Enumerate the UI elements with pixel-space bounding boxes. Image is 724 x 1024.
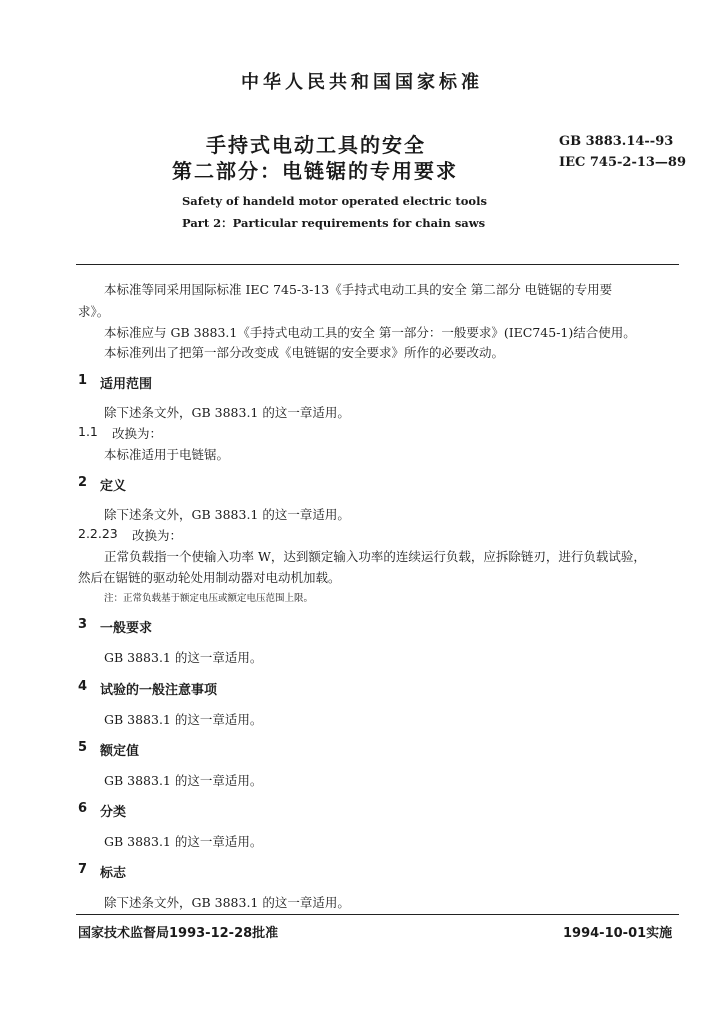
section-1-number: 1 — [78, 373, 88, 388]
section-4-title: 试验的一般注意事项 — [100, 683, 218, 698]
section-6-title: 分类 — [100, 805, 127, 820]
section-3-title: 一般要求 — [100, 621, 153, 636]
approval-date: 国家技术监督局1993-12-28批准 — [78, 926, 279, 941]
implementation-date: 1994-10-01实施 — [563, 926, 673, 941]
section-5-number: 5 — [78, 740, 88, 755]
section-7-title: 标志 — [100, 866, 127, 881]
title-line-1: 手持式电动工具的安全 — [206, 133, 426, 157]
section-5-text: GB 3883.1 的这一章适用。 — [104, 773, 263, 788]
clause-1-1-number: 1.1 — [78, 424, 98, 439]
clause-2-2-23-number: 2.2.23 — [78, 526, 118, 541]
section-4-text: GB 3883.1 的这一章适用。 — [104, 712, 263, 727]
english-title-line-2: Part 2：Particular requirements for chain saws — [182, 216, 486, 230]
clause-2-2-23-label: 改换为： — [132, 528, 183, 543]
intro-paragraph-2: 本标准应与 GB 3883.1《手持式电动工具的安全 第一部分：一般要求》(IEC745-1)结合使用。 — [104, 325, 636, 340]
clause-2-2-23-text-line-2: 然后在锯链的驱动轮处用制动器对电动机加载。 — [78, 570, 341, 585]
section-5-title: 额定值 — [100, 744, 140, 759]
section-3-number: 3 — [78, 617, 88, 632]
section-4-number: 4 — [78, 679, 88, 694]
intro-paragraph-3: 本标准列出了把第一部分改变成《电链锯的安全要求》所作的必要改动。 — [104, 345, 505, 360]
section-2-number: 2 — [78, 475, 88, 490]
section-7-text: 除下述条文外，GB 3883.1 的这一章适用。 — [104, 895, 350, 910]
intro-paragraph-1-line-1: 本标准等同采用国际标准 IEC 745-3-13《手持式电动工具的安全 第二部分 电链锯的专用要 — [104, 282, 613, 297]
title-line-2: 第二部分：电链锯的专用要求 — [172, 159, 458, 183]
iec-code: IEC 745-2-13—89 — [559, 155, 687, 170]
section-1-title: 适用范围 — [100, 377, 153, 392]
section-6-text: GB 3883.1 的这一章适用。 — [104, 834, 263, 849]
clause-1-1-label: 改换为： — [112, 426, 163, 441]
bottom-rule — [76, 914, 679, 915]
section-3-text: GB 3883.1 的这一章适用。 — [104, 650, 263, 665]
standard-header: 中华人民共和国国家标准 — [241, 72, 483, 93]
section-2-title: 定义 — [100, 479, 127, 494]
intro-paragraph-1-line-2: 求》。 — [78, 304, 110, 319]
section-6-number: 6 — [78, 801, 88, 816]
clause-1-1-text: 本标准适用于电链锯。 — [104, 447, 230, 462]
clause-2-2-23-text-line-1: 正常负载指一个使输入功率 W，达到额定输入功率的连续运行负载，应拆除链刃，进行负载试验， — [104, 549, 646, 564]
clause-2-2-23-note: 注：正常负载基于额定电压或额定电压范围上限。 — [104, 593, 314, 604]
gb-code: GB 3883.14--93 — [559, 134, 674, 149]
section-2-text: 除下述条文外，GB 3883.1 的这一章适用。 — [104, 507, 350, 522]
top-rule — [76, 264, 679, 265]
section-7-number: 7 — [78, 862, 88, 877]
english-title-line-1: Safety of handeld motor operated electric tools — [182, 194, 487, 208]
section-1-text: 除下述条文外，GB 3883.1 的这一章适用。 — [104, 405, 350, 420]
